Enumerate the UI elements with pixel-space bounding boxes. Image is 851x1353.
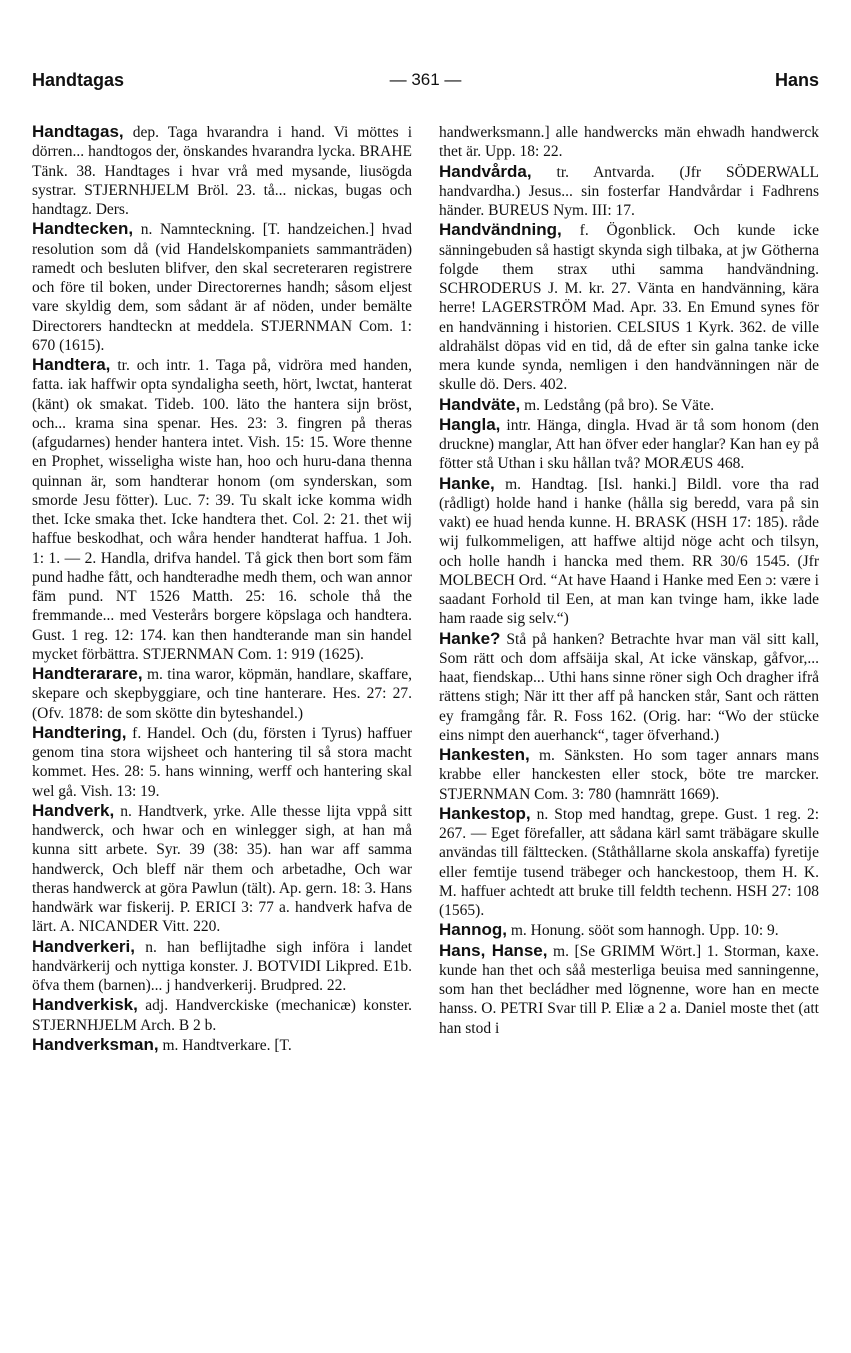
entry-headword: Hankestop, bbox=[439, 803, 531, 823]
running-header bbox=[32, 70, 819, 96]
entry-text: dep. Taga hvarandra i hand. Vi möttes i dörren... handtogos der, önskandes hvarandra lycka. BRAHE Tänk. 38. Handtages i hvar vrå med mysande, liusögda systrar. STJERNHJELM Bröl. 23. tå... nickas, bugas och handtagz. Ders. bbox=[32, 124, 413, 218]
entry-headword: Handtagas, bbox=[32, 122, 124, 141]
entry-text: Stå på hanken? Betrachte hvar man väl sitt kall, Som rätt och dom affsäija skal, At icke vänskap, gåfvor,... haat, fiendskap... Uthi hans sinne röner sigh Och dragher ifrå rättens stigh; När itt ther aff på hancken står, Sant och rätten ey framgång får. R. Foss 162. (Orig. har: “Wo der stücke eins nimpt den auerhanck“, tager öfverhand.) bbox=[439, 630, 819, 744]
entry-headword: Handtecken, bbox=[32, 219, 134, 239]
dictionary-entry bbox=[32, 723, 412, 801]
header-right-guideword: Hans bbox=[774, 70, 819, 90]
entry-text: n. han beflijtadhe sigh införa i landet handvärkerij och nyttiga konster. J. BOTVIDI Likpred. E1b. öfva them (barnen)... j handverkerij. Brudpred. 22. bbox=[32, 938, 413, 994]
entry-headword: Hankesten, bbox=[439, 745, 530, 764]
left-column bbox=[32, 122, 412, 1055]
entry-text: intr. Hänga, dingla. Hvad är tå som honom (den druckne) manglar, Att han öfver eder hanglar? Kan han ey på fötter stå Uthan i sku hållan två? MORÆUS 468. bbox=[439, 416, 819, 473]
entry-headword: Handverk, bbox=[32, 800, 115, 820]
entry-headword: Hans, Hanse, bbox=[439, 940, 548, 960]
entry-text: tr. Antvarda. (Jfr SÖDERWALL handvardha.) Jesus... sin fosterfar Handvårdar i Fadhrens händer. BUREUS Nym. III: 17. bbox=[439, 163, 820, 219]
entry-text: tr. och intr. 1. Taga på, vidröra med handen, fatta. iak haffwir opta syndaligha seeth, hört, lwctat, hanterat (känt) ok smakat. Tideb. 100. läto the hantera sijn bröst, och... krama sina spenar. Hes. 23: 3. fingren på theras (afgudarnes) hender hantera intet. Vish. 15: 15. Wore thenne en Prophet, wisseligha wiste han, hoo och huru-dana thenna quinnan är, som handterar honom (om synderskan, som smorde Jesu fötter). Luc. 7: 39. Tu skalt icke komma widh thet. Icke smaka thet. Icke handtera thet. Col. 2: 21. thet wij haffue beskodhat, och wåra hender handterat haffua. 1 Joh. 1: 1. — 2. Handla, drifva handel. Tå gick then bort som fäm pund hadhe fått, och handteradhe medh them, och wan annor fäm pund. NT 1526 Matth. 25: 16. schole thå the fremmande... med Vesterårs borgere köpslaga och handtera. Gust. 1 reg. 12: 174. kan then handterande man sin handel mycket förbättra. STJERNMAN Com. 1: 919 (1625). bbox=[32, 357, 412, 663]
dictionary-entry bbox=[32, 801, 412, 937]
dictionary-entry bbox=[439, 415, 819, 474]
header-left-guideword: Handtagas bbox=[32, 70, 125, 90]
dictionary-entry bbox=[439, 804, 819, 921]
entry-headword: Handtering, bbox=[32, 722, 127, 742]
entry-text: m. Handtverkare. [T. bbox=[162, 1036, 292, 1054]
entry-headword: Hannog, bbox=[439, 920, 507, 940]
entry-text: m. Honung. sööt som hannogh. Upp. 10: 9. bbox=[510, 922, 779, 940]
dictionary-entry bbox=[32, 355, 412, 664]
page-number: — 361 — bbox=[389, 70, 462, 89]
entry-headword: Handväte, bbox=[439, 394, 521, 414]
entry-text: n. Namnteckning. [T. handzeichen.] hvad resolution som då (vid Handelskompaniets sammanträden) ramedt och besluten blifver, den skal secreteraren registrere och före til boken, under Directorernes handh; såsom eljest vare skyldig dem, som sådant är af nöden, under bemälte Directorers handteckn at meddela. STJERNMAN Com. 1: 670 (1615). bbox=[32, 221, 412, 354]
dictionary-entry bbox=[439, 629, 819, 746]
entry-headword: Handverkisk, bbox=[32, 995, 138, 1015]
entry-text: f. Handel. Och (du, försten i Tyrus) haffuer genom tina stora wijsheet och hantering til så stora macht kommet. Hes. 28: 5. hans winning, werff och hantering skal wel gå. Vish. 13: 19. bbox=[32, 724, 412, 800]
entry-headword: Handverkeri, bbox=[32, 936, 135, 956]
dictionary-entry bbox=[32, 995, 412, 1035]
entry-headword: Handverksman, bbox=[32, 1034, 159, 1054]
dictionary-entry bbox=[439, 920, 819, 940]
dictionary-entry bbox=[439, 122, 819, 162]
entry-text: adj. Handverckiske (mechanicæ) konster. STJERNHJELM Arch. B 2 b. bbox=[32, 997, 412, 1034]
dictionary-entry bbox=[439, 745, 819, 804]
entry-headword: Handtera, bbox=[32, 355, 111, 374]
entry-text: m. Sänksten. Ho som tager annars mans krabbe eller hanckesten eller stock, böte tre marcker. STJERNMAN Com. 3: 780 (hamnrätt 1669). bbox=[439, 747, 819, 803]
dictionary-entry bbox=[439, 162, 819, 221]
entry-headword: Handvändning, bbox=[439, 220, 562, 240]
entry-text: m. Handtag. [Isl. hanki.] Bildl. vore tha rad (rådligt) holde hand i hanke (hålla sig beredd, vara på sin vakt) ee huad henda kunne. H. BRASK (HSH 17: 185). råde wij fulkommeligen, att haffwe altijd nöge acht och tilsyn, och holle handh i hancka med them. RR 30/6 1545. (Jfr MOLBECH Ord. “At have Haand i Hanke med Een ɔ: være i saadant Forhold til Een, at man kan tvinge ham, ikke lade ham raade sig selv.“) bbox=[439, 475, 820, 628]
dictionary-entry bbox=[32, 219, 412, 355]
entry-text: n. Handtverk, yrke. Alle thesse lijta vppå sitt handwerck, och hwar och en winlegger sigh, at han må kunna sitt arbete. Syr. 39 (38: 35). han war aff samma handwerck, Och bleff när them och arbetadhe, Och war theras handwerck at göra Pawlun (tält). Ap. gern. 18: 3. Hans handwärk war fiskerij. P. ERICI 3: 77 a. handverk hafva de lärt. A. NICANDER Vitt. 220. bbox=[32, 802, 413, 936]
entry-headword: Hangla, bbox=[439, 414, 501, 434]
dictionary-entry bbox=[439, 220, 819, 394]
entry-headword: Handvårda, bbox=[439, 161, 532, 181]
entry-headword: Hanke, bbox=[439, 473, 495, 493]
dictionary-entry bbox=[439, 474, 819, 629]
entry-text: m. Ledstång (på bro). Se Väte. bbox=[524, 396, 715, 414]
right-column bbox=[439, 122, 819, 1038]
entry-headword: Hanke? bbox=[439, 628, 501, 648]
entry-text: n. Stop med handtag, grepe. Gust. 1 reg. 2: 267. — Eget förefaller, att sådana kärl samt träbägare skulle användas till fälttecken. (Ståthållarne skola anskaffa) fyretije eller femtije tusend träbeger och hanckestoop, them H. K. M. haffuer achtedt att bruke till feldth techenn. HSH 27: 108 (1565). bbox=[439, 805, 820, 919]
dictionary-entry bbox=[439, 941, 819, 1038]
entry-headword: Handterarare, bbox=[32, 664, 143, 683]
dictionary-entry bbox=[439, 395, 819, 415]
entry-text: f. Ögonblick. Och kunde icke sänningebuden så hastigt skynda sigh tilbaka, at jw Götherna folgde them strax uthi samma handvändning. SCHRODERUS J. M. kr. 27. Vänta en handvänning, kära herre! LAGERSTRÖM Mad. Apr. 33. En Emund synes för en handvänning i historien. CELSIUS 1 Kyrk. 362. de ville aldrahälst döpas vid en tid, då de efter sin galna tanke icke mera kunde synda, nemligen i den handvänningen när de skulle dö. Ders. 402. bbox=[439, 222, 819, 394]
entry-text: m. [Se GRIMM Wört.] 1. Storman, kaxe. kunde han thet och såå mesterliga beuisa med sanningenne, som han thet becládher med lögnenne, wore han en mecte hanss. O. PETRI Svar till P. Eliæ a 2 a. Daniel moste thet (att han stod i bbox=[439, 942, 819, 1037]
dictionary-entry bbox=[32, 664, 412, 723]
entry-text: m. tina waror, köpmän, handlare, skaffare, skepare och skepbyggiare, och tine hanterare. Hes. 27: 27. (Ofv. 1878: de som skötte din byteshandel.) bbox=[32, 666, 412, 722]
dictionary-entry bbox=[32, 937, 412, 996]
entry-text: handwerksmann.] alle handwercks män ehwadh handwerck thet är. Upp. 18: 22. bbox=[439, 124, 819, 161]
dictionary-entry bbox=[32, 1035, 412, 1055]
dictionary-entry bbox=[32, 122, 412, 219]
